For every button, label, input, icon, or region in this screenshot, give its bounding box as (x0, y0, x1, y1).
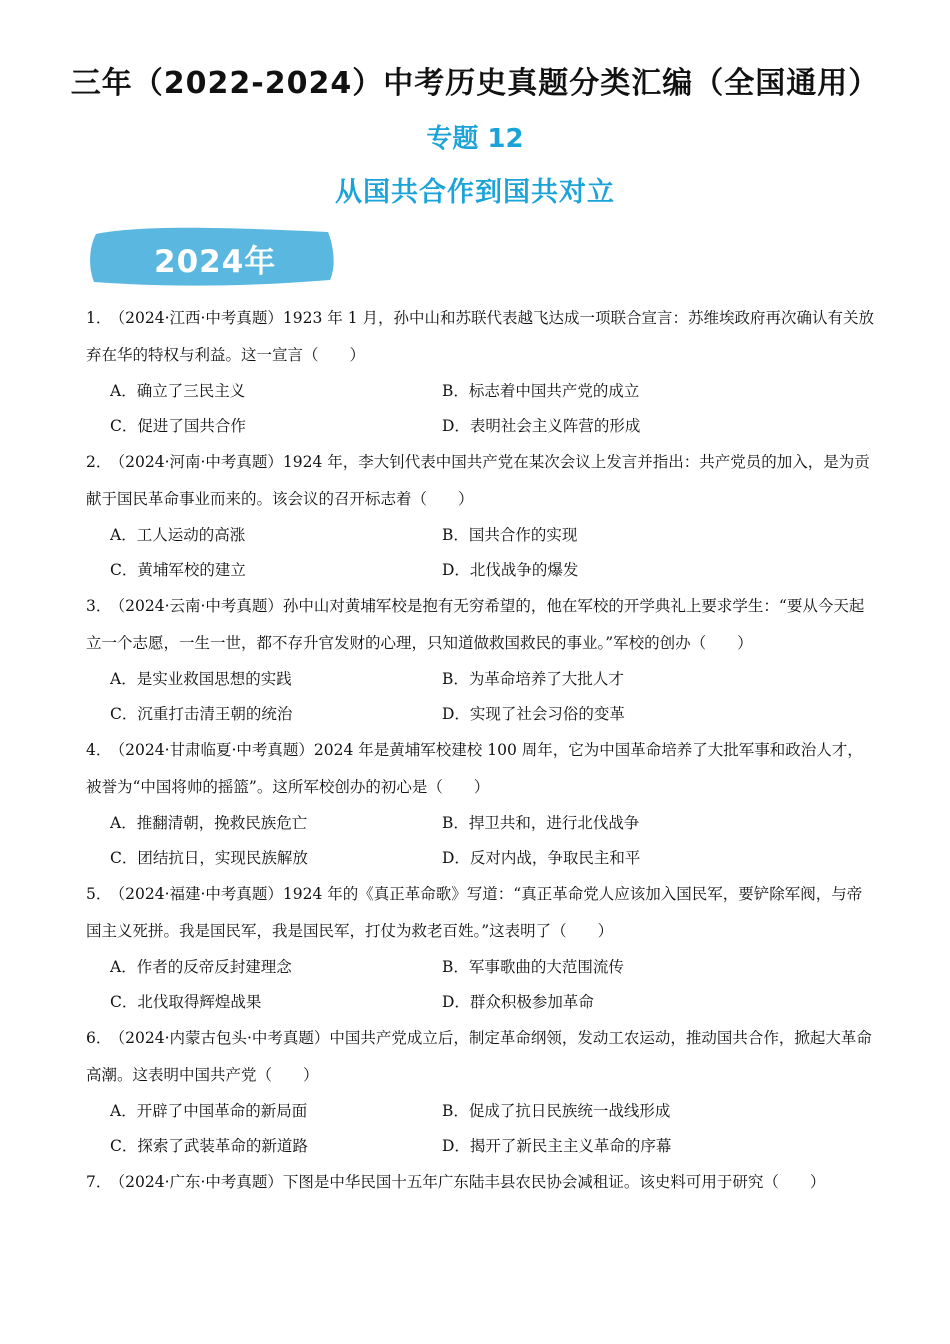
answer-option: A．作者的反帝反封建理念 (110, 958, 292, 976)
option-row (86, 409, 876, 444)
option-row (86, 841, 876, 876)
question-stem (86, 444, 876, 518)
question-text: （2024·江西·中考真题）1923 年 1 月，孙中山和苏联代表越飞达成一项联合宣言：苏维埃政府再次确认有关放弃在华的特权与利益。这一宣言（ ） (86, 309, 875, 364)
answer-option: B．捍卫共和，进行北伐战争 (442, 814, 640, 832)
question-item (86, 1020, 876, 1164)
option-row (86, 1129, 876, 1164)
topic-number: 专题 12 (426, 124, 524, 154)
question-item (86, 444, 876, 588)
year-label: 2024年 (154, 244, 277, 280)
answer-option: B．国共合作的实现 (442, 526, 578, 544)
answer-option: D．北伐战争的爆发 (442, 561, 579, 579)
question-stem (86, 876, 876, 950)
answer-option: A．开辟了中国革命的新局面 (110, 1102, 308, 1120)
question-text: （2024·内蒙古包头·中考真题）中国共产党成立后，制定革命纲领，发动工农运动，推动国共合作，掀起大革命高潮。这表明中国共产党（ ） (86, 1029, 872, 1084)
answer-option: D．群众积极参加革命 (442, 993, 594, 1011)
answer-option: D．实现了社会习俗的变革 (442, 705, 625, 723)
answer-option: C．探索了武装革命的新道路 (110, 1137, 308, 1155)
option-row (86, 374, 876, 409)
question-stem (86, 1020, 876, 1094)
year-section-badge (86, 222, 336, 292)
answer-option: B．军事歌曲的大范围流传 (442, 958, 624, 976)
option-row (86, 553, 876, 588)
topic-name: 从国共合作到国共对立 (335, 177, 615, 208)
question-number: 5． (86, 885, 112, 903)
answer-option: B．促成了抗日民族统一战线形成 (442, 1102, 671, 1120)
answer-option: D．表明社会主义阵营的形成 (442, 417, 641, 435)
question-number: 2． (86, 453, 112, 471)
question-stem (86, 300, 876, 374)
option-row (86, 518, 876, 553)
answer-option: B．标志着中国共产党的成立 (442, 382, 640, 400)
answer-option: C．北伐取得辉煌战果 (110, 993, 262, 1011)
question-text: （2024·河南·中考真题）1924 年，李大钊代表中国共产党在某次会议上发言并指出：共产党员的加入，是为贡献于国民革命事业而来的。该会议的召开标志着（ ） (86, 453, 870, 508)
question-item (86, 1164, 876, 1201)
option-row (86, 662, 876, 697)
document-title: 三年（2022-2024）中考历史真题分类汇编（全国通用） (70, 66, 880, 101)
answer-option: D．揭开了新民主主义革命的序幕 (442, 1137, 672, 1155)
question-item (86, 300, 876, 444)
question-item (86, 876, 876, 1020)
answer-option: A．是实业救国思想的实践 (110, 670, 292, 688)
answer-option: D．反对内战，争取民主和平 (442, 849, 641, 867)
answer-option: A．确立了三民主义 (110, 382, 246, 400)
answer-option: A．推翻清朝，挽救民族危亡 (110, 814, 308, 832)
answer-option: B．为革命培养了大批人才 (442, 670, 624, 688)
question-stem (86, 1164, 876, 1201)
answer-option: C．促进了国共合作 (110, 417, 246, 435)
question-text: （2024·广东·中考真题）下图是中华民国十五年广东陆丰县农民协会减租证。该史料可用于研究（ ） (117, 1173, 826, 1191)
question-number: 3． (86, 597, 112, 615)
answer-option: A．工人运动的高涨 (110, 526, 246, 544)
question-stem (86, 588, 876, 662)
question-text: （2024·福建·中考真题）1924 年的《真正革命歌》写道：“真正革命党人应该加入国民军，要铲除军阀，与帝国主义死拼。我是国民军，我是国民军，打仗为救老百姓。”这表明了（ ） (86, 885, 863, 940)
option-row (86, 950, 876, 985)
question-stem (86, 732, 876, 806)
question-item (86, 588, 876, 732)
answer-option: C．沉重打击清王朝的统治 (110, 705, 293, 723)
question-number: 6． (86, 1029, 112, 1047)
option-row (86, 1094, 876, 1129)
option-row (86, 985, 876, 1020)
option-row (86, 697, 876, 732)
question-text: （2024·甘肃临夏·中考真题）2024 年是黄埔军校建校 100 周年，它为中国革命培养了大批军事和政治人才，被誉为“中国将帅的摇篮”。这所军校创办的初心是（ ） (86, 741, 863, 796)
question-item (86, 732, 876, 876)
question-text: （2024·云南·中考真题）孙中山对黄埔军校是抱有无穷希望的，他在军校的开学典礼上要求学生：“要从今天起立一个志愿，一生一世，都不存升官发财的心理，只知道做救国救民的事业。”军校的创办（ ） (86, 597, 865, 652)
question-number: 1． (86, 309, 112, 327)
answer-option: C．团结抗日，实现民族解放 (110, 849, 308, 867)
answer-option: C．黄埔军校的建立 (110, 561, 246, 579)
option-row (86, 806, 876, 841)
question-list (86, 300, 876, 1201)
question-number: 4． (86, 741, 112, 759)
question-number: 7． (86, 1173, 112, 1191)
